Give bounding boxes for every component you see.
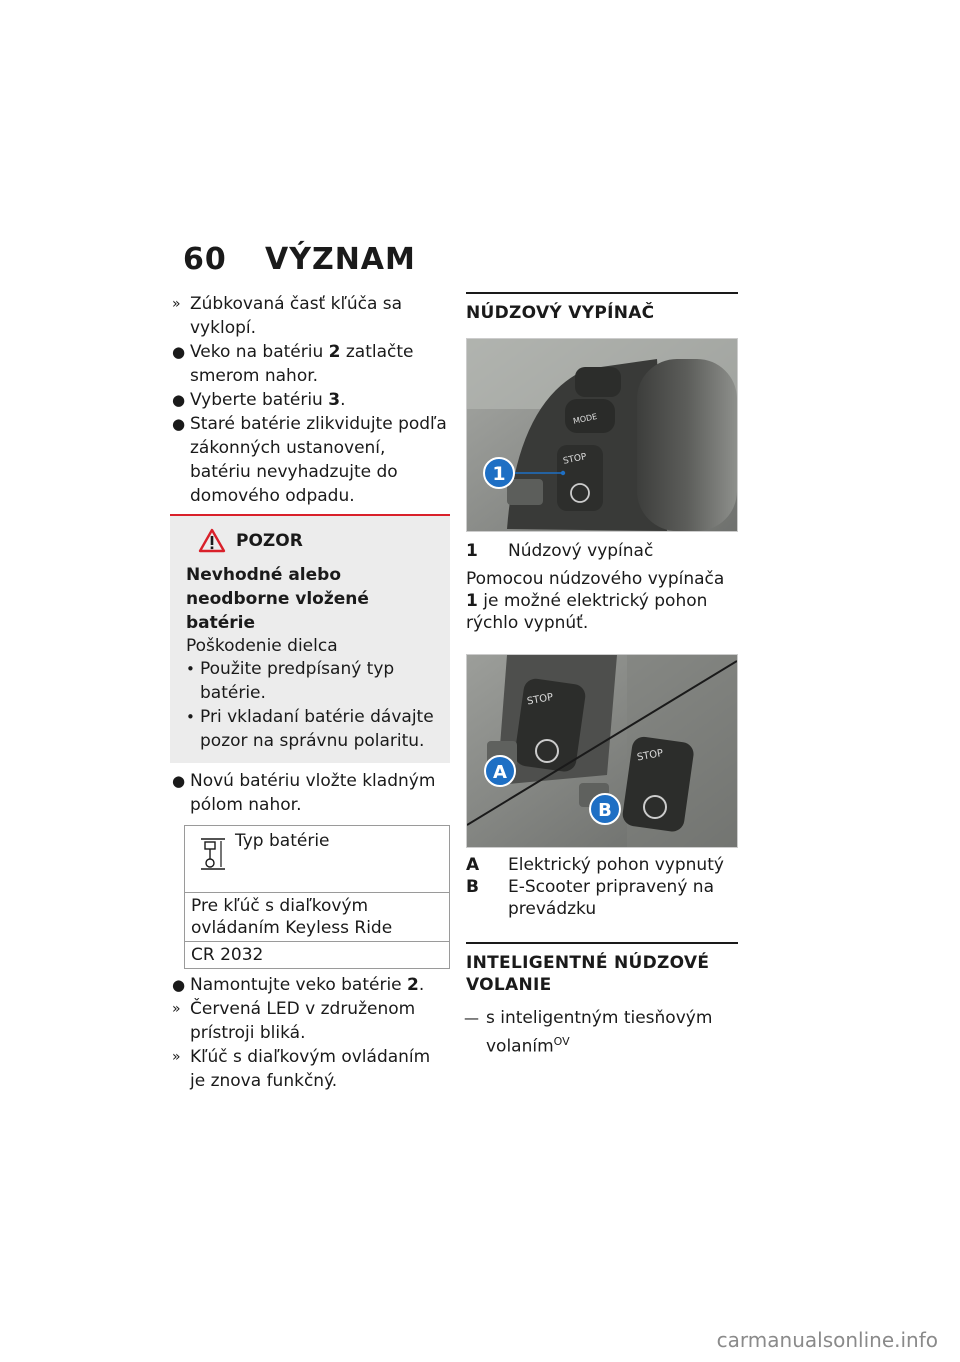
svg-text:STOP: STOP xyxy=(636,747,665,764)
caption-figure2 xyxy=(466,854,738,920)
caption-item: B E-Scooter pripravený na prevádzku xyxy=(466,877,714,919)
step-mount-cover: ● Namontujte veko batérie 2. xyxy=(172,975,425,995)
warning-subtitle: Nevhodné alebo neodborne vložené batérie xyxy=(186,565,369,633)
step-remove-battery: ● Vyberte batériu 3. xyxy=(172,390,346,410)
svg-text:MODE: MODE xyxy=(572,411,599,426)
battery-spec-icon xyxy=(199,836,227,872)
chapter-title: VÝZNAM xyxy=(265,242,416,277)
spec-table xyxy=(184,825,450,969)
callout-a: A xyxy=(493,762,507,783)
section-title-emergency-switch: NÚDZOVÝ VYPÍNAČ xyxy=(466,292,738,324)
emergency-switch-photo xyxy=(466,338,738,532)
section-title-emergency-call: INTELIGENTNÉ NÚDZOVÉ VOLANIE xyxy=(466,942,738,996)
caption-item: A Elektrický pohon vypnutý xyxy=(466,855,724,875)
emergency-switch-paragraph: Pomocou núdzového vypínača 1 je možné elektrický pohon rýchlo vypnúť. xyxy=(466,569,725,633)
result-led-blinks: » Červená LED v združenom prístroji bliká. xyxy=(172,999,416,1043)
callout-1: 1 xyxy=(492,463,506,485)
warning-label: POZOR xyxy=(236,530,303,551)
step-press-cover: ● Veko na batériu 2 zatlačte smerom nahor. xyxy=(172,342,414,386)
spec-row-value: CR 2032 xyxy=(185,941,449,968)
callout-b: B xyxy=(598,800,612,821)
svg-text:STOP: STOP xyxy=(562,452,588,467)
page-title xyxy=(183,242,416,277)
svg-text:STOP: STOP xyxy=(526,691,555,708)
variant-line: — s inteligentným tiesňovým volaním$^{OV}$ xyxy=(464,1008,713,1057)
caption-figure1 xyxy=(466,540,738,562)
step-key-unfold: » Zúbkovaná časť kľúča sa vyklopí. xyxy=(172,294,403,338)
spec-header: Typ batérie xyxy=(185,826,449,892)
caption-item: 1 Núdzový vypínač xyxy=(466,541,654,561)
result-key-works: » Kľúč s diaľkovým ovládaním je znova funkčný. xyxy=(172,1047,431,1091)
right-column xyxy=(466,292,738,1059)
left-column xyxy=(170,292,450,1093)
warning-box xyxy=(170,514,450,763)
switch-positions-photo xyxy=(466,654,738,848)
spec-row-description: Pre kľúč s diaľkovým ovládaním Keyless Ride xyxy=(185,892,449,941)
watermark: carmanualsonline.info xyxy=(716,1328,938,1352)
warning-header xyxy=(198,528,440,553)
warning-consequence: Poškodenie dielca xyxy=(186,636,338,656)
warning-item: • Použite predpísaný typ batérie. xyxy=(186,659,395,703)
step-insert-battery: ● Novú batériu vložte kladným pólom nahor. xyxy=(172,771,436,815)
step-dispose-battery: ● Staré batérie zlikvidujte podľa zákonných ustanovení, batériu nevyhadzujte do domového odpadu. xyxy=(172,414,447,506)
warning-item: • Pri vkladaní batérie dávajte pozor na správnu polaritu. xyxy=(186,707,434,751)
page-number: 60 xyxy=(183,242,227,277)
warning-triangle-icon xyxy=(198,528,226,553)
